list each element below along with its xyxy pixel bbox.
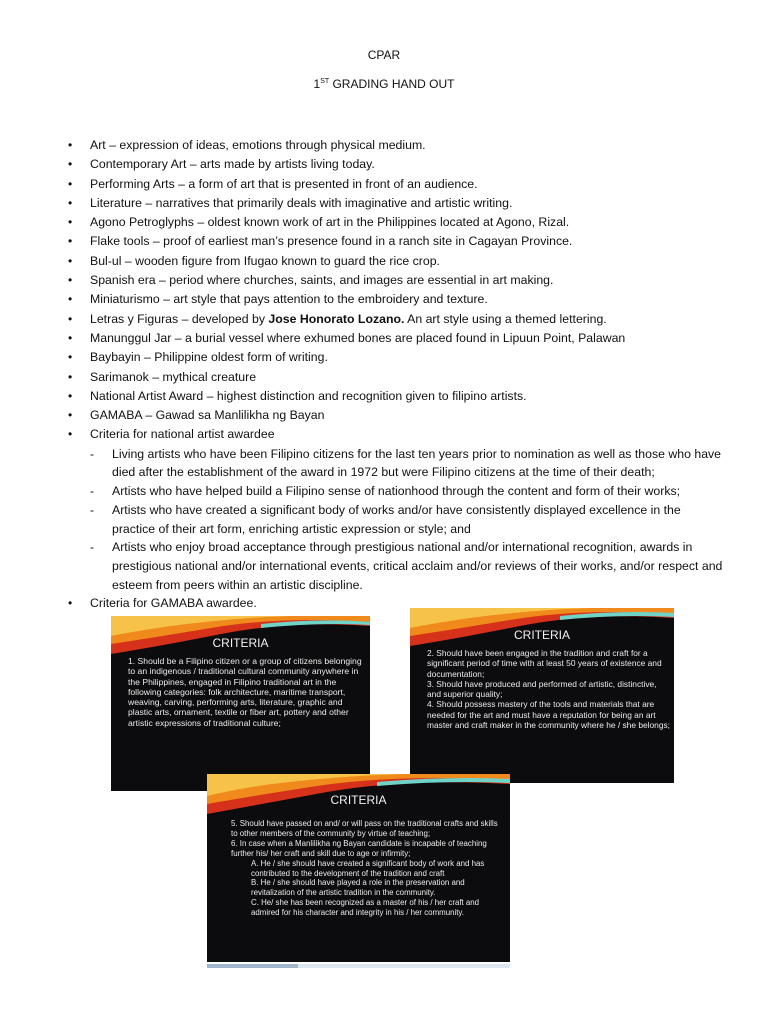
subtitle-number: 1: [313, 77, 321, 91]
list-item: • Contemporary Art – arts made by artists living today.: [64, 155, 724, 174]
page-subtitle: [0, 77, 768, 91]
slide-body: [231, 819, 506, 918]
slide-criterion: 2. Should have been engaged in the tradition and craft for a significant period of time with at least 50 years of existence and documentation;: [427, 648, 662, 679]
subtitle-text: GRADING HAND OUT: [329, 77, 455, 91]
list-item: • Bul-ul – wooden figure from Ifugao known to guard the rice crop.: [64, 252, 724, 271]
sub-list-item: - Artists who have created a significant body of works and/or have consistently displayed excellence in the practice of their art form, enriching artistic expression or style; and: [90, 501, 724, 538]
list-item: • Literature – narratives that primarily deals with imaginative and artistic writing.: [64, 194, 724, 213]
page-title: CPAR: [367, 48, 401, 62]
list-item: • National Artist Award – highest distinction and recognition given to filipino artists.: [64, 387, 724, 406]
letras-after: An art style using a themed lettering.: [404, 311, 607, 326]
list-item: • Miniaturismo – art style that pays attention to the embroidery and texture.: [64, 290, 724, 309]
national-criteria-label: Criteria for national artist awardee: [90, 427, 275, 442]
list-item-letras: [64, 310, 724, 329]
slide-sub-criterion: B. He / she should have played a role in the preservation and revitalization of the artistic tradition in the community.: [251, 878, 465, 898]
criteria-slide-3: [207, 774, 510, 972]
list-item: • Flake tools – proof of earliest man’s presence found in a ranch site in Cagayan Province.: [64, 232, 724, 251]
slide-body: [128, 656, 363, 728]
letras-bold: Jose Honorato Lozano.: [268, 311, 405, 326]
slide-criterion: 4. Should possess mastery of the tools and materials that are needed for the art and must have a reputation for being an art master and craft maker in the community where he / she belongs;: [427, 699, 670, 731]
slide-criterion: 3. Should have produced and performed of artistic, distinctive, and superior quality;: [427, 678, 657, 700]
list-item: • Spanish era – period where churches, saints, and images are essential in art making.: [64, 271, 724, 290]
list-item-gamaba: • Criteria for GAMABA awardee.: [64, 594, 724, 613]
list-item-national-criteria: [64, 425, 724, 594]
slide-title: CRITERIA: [330, 793, 387, 807]
letras-before: Letras y Figuras – developed by: [90, 311, 269, 326]
slide-title: CRITERIA: [513, 628, 570, 642]
sub-list-item: - Artists who enjoy broad acceptance through prestigious national and/or international recognition, awards in prestigious national and/or international events, critical acclaim and/or reviews of their works, and/or respect and esteem from peers within an artistic discipline.: [90, 538, 724, 594]
list-item: • Sarimanok – mythical creature: [64, 368, 724, 387]
list-item: • Art – expression of ideas, emotions through physical medium.: [64, 136, 724, 155]
criteria-slide-1: [111, 616, 370, 791]
list-item: • Agono Petroglyphs – oldest known work of art in the Philippines located at Agono, Rizal.: [64, 213, 724, 232]
slide-criterion: 1. Should be a Filipino citizen or a group of citizens belonging to an indigenous / traditional cultural community anywhere in the Philippines, engaged in Filipino traditional art in the following categories: folk architecture, maritime transport, weaving, carving, performing arts, literature, graphic and plastic arts, ornament, textile or fiber art, pottery and other artistic expressions of traditional culture;: [128, 656, 362, 728]
handout-bullet-list: [64, 136, 724, 614]
subtitle-ordinal: ST: [320, 78, 330, 85]
slide-scrollbar[interactable]: [207, 962, 510, 972]
slide-criterion: 6. In case when a Manlilikha ng Bayan candidate is incapable of teaching further his/ her craft and skill due to age or infirmity;: [231, 838, 487, 858]
slide-criterion: 5. Should have passed on and/ or will pass on the traditional crafts and skills to other members of the community by virtue of teaching;: [231, 819, 498, 838]
list-item: • Performing Arts – a form of art that is presented in front of an audience.: [64, 175, 724, 194]
list-item: • Baybayin – Philippine oldest form of writing.: [64, 348, 724, 367]
slide-title: CRITERIA: [212, 636, 269, 650]
list-item: • Manunggul Jar – a burial vessel where exhumed bones are placed found in Lipuun Point, Palawan: [64, 329, 724, 348]
sub-list-item: - Living artists who have been Filipino citizens for the last ten years prior to nomination as well as those who have died after the establishment of the award in 1972 but were Filipino citizens at the time of their death;: [90, 445, 724, 482]
national-criteria-list: [90, 445, 724, 595]
criteria-slide-2: [410, 608, 674, 783]
list-item: • GAMABA – Gawad sa Manlilikha ng Bayan: [64, 406, 724, 425]
slide-sub-criterion: C. He/ she has been recognized as a master of his / her craft and admired for his character and integrity in his / her community.: [251, 898, 480, 918]
sub-list-item: - Artists who have helped build a Filipino sense of nationhood through the content and form of their works;: [90, 482, 724, 501]
slide-body: [427, 648, 671, 730]
slide-sub-criterion: A. He / she should have created a significant body of work and has contributed to the development of the tradition and craft: [251, 858, 485, 878]
scrollbar-thumb[interactable]: [207, 964, 298, 968]
